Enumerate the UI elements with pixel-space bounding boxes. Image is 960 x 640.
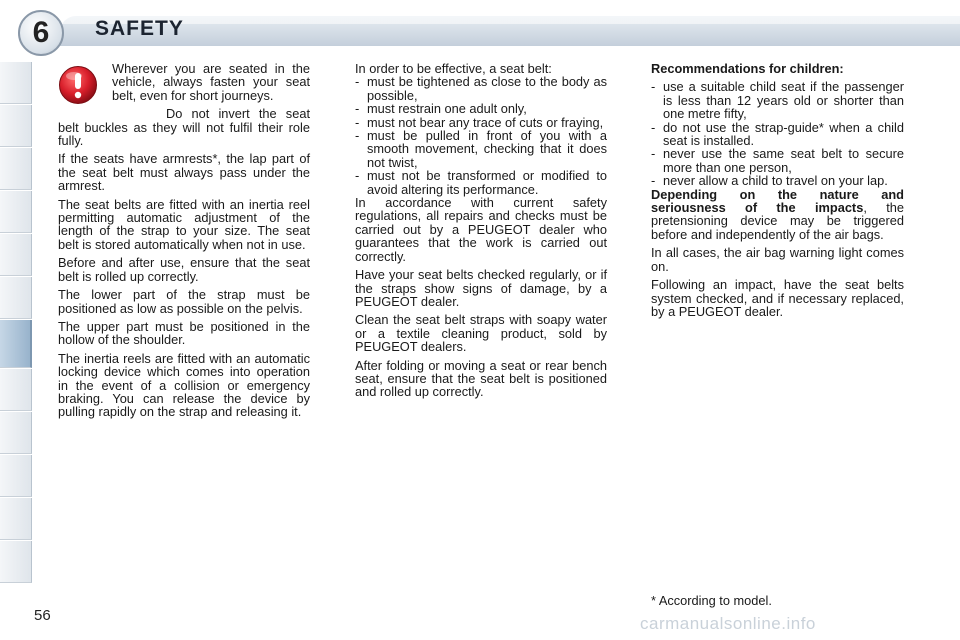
list-item: - use a suitable child seat if the passenger is less than 12 years old or shorter than one metre fifty, — [651, 80, 904, 120]
list-item: - must not bear any trace of cuts or fraying, — [355, 116, 607, 129]
chapter-tab-5[interactable] — [0, 234, 32, 276]
chapter-badge: 6 — [18, 10, 64, 56]
paragraph-effective-intro: In order to be effective, a seat belt: — [355, 61, 552, 76]
paragraph-warning-light: In all cases, the air bag warning light comes on. — [651, 245, 904, 274]
paragraph-after-folding: After folding or moving a seat or rear bench seat, ensure that the seat belt is positioned and rolled up correctly. — [355, 357, 607, 400]
paragraph-regulations: In accordance with current safety regulations, all repairs and checks must be carried out by a PEUGEOT dealer who guarantees that the work is carried out correctly. — [355, 195, 607, 264]
paragraph-locking-device: The inertia reels are fitted with an automatic locking device which comes into operation in the event of a collision or emergency braking. You can release the device by pulling rapidly on the strap and releasing it. — [58, 350, 310, 420]
chapter-tab-4[interactable] — [0, 191, 32, 233]
list-item: - must restrain one adult only, — [355, 102, 607, 115]
children-list — [651, 80, 904, 187]
list-item: - do not use the strap-guide* when a child seat is installed. — [651, 121, 904, 148]
page-number: 56 — [34, 607, 51, 624]
paragraph-rolled-up: Before and after use, ensure that the seat belt is rolled up correctly. — [58, 255, 310, 284]
footnote: * According to model. — [651, 593, 772, 608]
pretensioning-bold: Depending on the nature and seriousness of the impacts — [651, 186, 904, 216]
chapter-tab-11[interactable] — [0, 541, 32, 583]
header-shine — [60, 16, 960, 24]
heading-children: Recommendations for children: — [651, 61, 844, 76]
list-item: - must be tightened as close to the body as possible, — [355, 75, 607, 102]
exclamation-circle-icon — [58, 65, 98, 105]
watermark: carmanualsonline.info — [640, 614, 816, 633]
paragraph-upper-part: The upper part must be positioned in the hollow of the shoulder. — [58, 318, 310, 348]
column-3 — [651, 62, 904, 323]
chapter-tab-5b[interactable] — [0, 277, 32, 319]
column-2 — [355, 62, 607, 404]
chapter-tab-10[interactable] — [0, 498, 32, 540]
paragraph-cleaning: Clean the seat belt straps with soapy water or a textile cleaning product, sold by PEUGEOT dealers. — [355, 312, 607, 355]
list-item: - must not be transformed or modified to avoid altering its performance. — [355, 169, 607, 196]
list-item: - must be pulled in front of you with a smooth movement, checking that it does not twist, — [355, 129, 607, 169]
chapter-tab-2[interactable] — [0, 105, 32, 147]
chapter-tab-1[interactable] — [0, 62, 32, 104]
chapter-tab-8[interactable] — [0, 412, 32, 454]
list-item: - never allow a child to travel on your lap. — [651, 174, 904, 187]
paragraph-armrests: If the seats have armrests*, the lap part of the seat belt must always pass under the armrest. — [58, 151, 310, 194]
chapter-tab-6-active[interactable] — [0, 320, 32, 368]
pretensioning-rest: , the pretensioning device may be triggered before and independently of the air bags. — [651, 200, 904, 242]
chapter-tab-9[interactable] — [0, 455, 32, 497]
chapter-tab-3[interactable] — [0, 148, 32, 190]
paragraph-pretensioning — [651, 188, 904, 242]
effective-list — [355, 75, 607, 196]
paragraph-lower-part: The lower part of the strap must be positioned as low as possible on the pelvis. — [58, 287, 310, 316]
paragraph-following-impact: Following an impact, have the seat belts system checked, and if necessary replaced, by a PEUGEOT dealer. — [651, 277, 904, 319]
paragraph-checked-regularly: Have your seat belts checked regularly, or if the straps show signs of damage, by a PEUGEOT dealer. — [355, 267, 607, 309]
column-1 — [58, 62, 310, 424]
paragraph-inertia-reel: The seat belts are fitted with an inertia reel permitting automatic adjustment of the length of the strap to your size. The seat belt is stored automatically when not in use. — [58, 196, 310, 252]
page-title: SAFETY — [95, 17, 184, 40]
list-item: - never use the same seat belt to secure more than one person, — [651, 147, 904, 174]
chapter-tab-7[interactable] — [0, 369, 32, 411]
paragraph-fasten-belt: Wherever you are seated in the vehicle, always fasten your seat belt, even for short journeys. — [112, 61, 310, 103]
paragraph-no-invert: Do not invert the seat belt buckles as they will not fulfil their role fully. — [58, 106, 310, 149]
chapter-tab-strip — [0, 62, 34, 578]
